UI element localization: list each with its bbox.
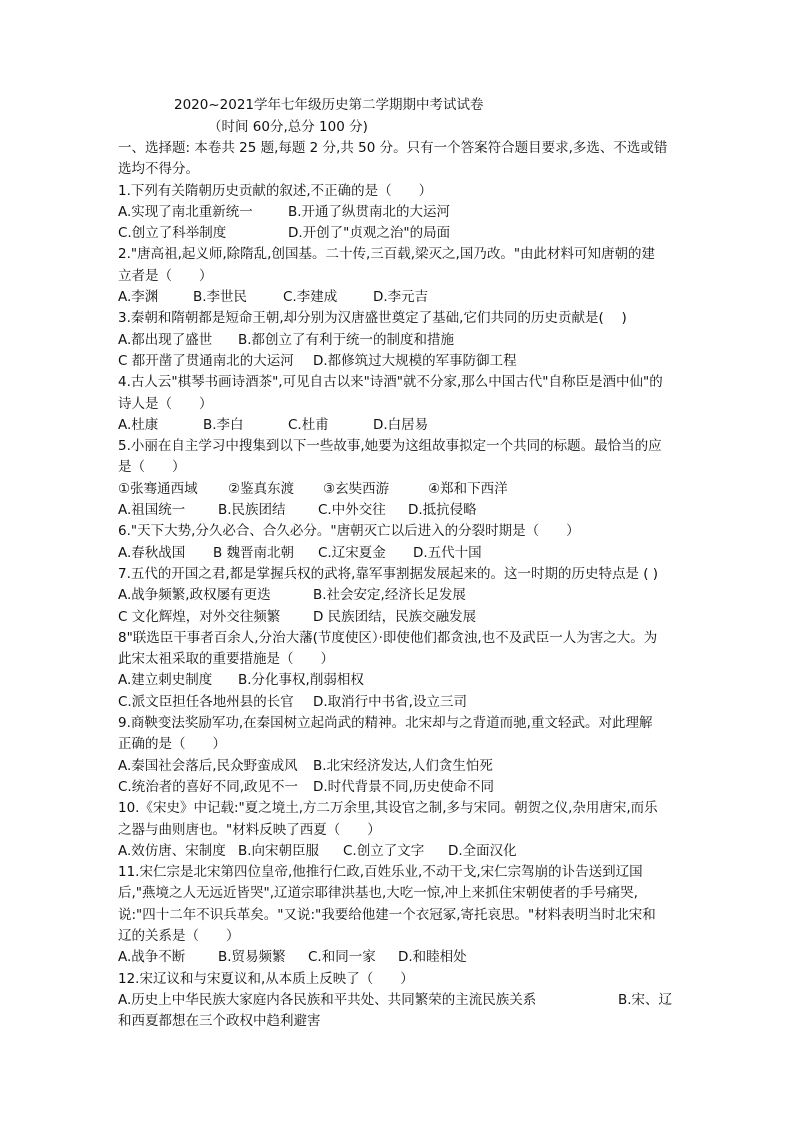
question-1-stem: 1.下列有关隋朝历史贡献的叙述,不正确的是（ ） bbox=[118, 182, 433, 199]
option-b: B.李世民 bbox=[193, 289, 248, 306]
option-c: C.派文臣担任各地州县的长官 bbox=[118, 693, 294, 710]
option-d: D.都修筑过大规模的军事防御工程 bbox=[313, 352, 517, 369]
option-a: A.历史上中华民族大家庭内各民族和平共处、共同繁荣的主流民族关系 bbox=[118, 991, 537, 1008]
option-a: A.都出现了盛世 bbox=[118, 331, 213, 348]
question-12-options-row1 bbox=[118, 990, 678, 1011]
exam-page bbox=[118, 94, 678, 1032]
option-b: B.北宋经济发达,人们贪生怕死 bbox=[313, 757, 493, 774]
question-6-options bbox=[118, 543, 678, 564]
option-b: B.宋、辽 bbox=[618, 991, 673, 1008]
option-a: A.李渊 bbox=[118, 289, 159, 306]
story-item-2: ②鉴真东渡 bbox=[228, 480, 295, 497]
question-9-stem-cont: 正确的是（ ） bbox=[118, 736, 226, 753]
option-a: A.实现了南北重新统一 bbox=[118, 203, 253, 220]
option-a: A.战争不断 bbox=[118, 949, 186, 966]
option-b: B.开通了纵贯南北的大运河 bbox=[288, 203, 451, 220]
question-7-options-row2 bbox=[118, 607, 678, 628]
question-3-options-row2 bbox=[118, 351, 678, 372]
option-c: C 文化辉煌，对外交往频繁 bbox=[118, 608, 281, 625]
option-b: B.向宋朝臣服 bbox=[238, 842, 320, 859]
question-7-options-row1 bbox=[118, 585, 678, 606]
option-b: B.社会安定,经济长足发展 bbox=[313, 587, 466, 604]
question-2-stem: 2."唐高祖,起义师,除隋乱,创国基。二十传,三百载,梁灭之,国乃改。"由此材料可知唐朝的建 bbox=[118, 246, 656, 263]
story-item-3: ③玄奘西游 bbox=[323, 480, 390, 497]
option-d: D.和睦相处 bbox=[398, 949, 467, 966]
option-d: D.全面汉化 bbox=[448, 842, 517, 859]
question-10-options bbox=[118, 841, 678, 862]
question-5-stem: 5.小丽在自主学习中搜集到以下一些故事,她要为这组故事拟定一个共同的标题。最恰当的应 bbox=[118, 438, 662, 455]
option-a: A.杜康 bbox=[118, 416, 159, 433]
option-d: D.五代十国 bbox=[413, 544, 482, 561]
question-6-stem: 6."天下大势,分久必合、合久必分。"唐朝灭亡以后进入的分裂时期是（ ） bbox=[118, 523, 580, 540]
question-2-options bbox=[118, 287, 678, 308]
option-a: A.战争频繁,政权屡有更迭 bbox=[118, 587, 271, 604]
question-10-stem: 10.《宋史》中记载:"夏之境土,方二万余里,其设官之制,多与宋同。朝贺之仪,杂用唐宋,而乐 bbox=[118, 800, 658, 817]
option-d: D.取消行中书省,设立三司 bbox=[313, 693, 467, 710]
option-b: B.民族团结 bbox=[218, 502, 286, 519]
question-10-stem-cont: 之器与曲则唐也。"材料反映了西夏（ ） bbox=[118, 821, 381, 838]
option-a: A.祖国统一 bbox=[118, 502, 186, 519]
question-2-stem-cont: 立者是（ ） bbox=[118, 267, 213, 284]
option-d: D.李元吉 bbox=[373, 289, 429, 306]
option-a: A.春秋战国 bbox=[118, 544, 186, 561]
option-d: D.抵抗侵略 bbox=[408, 502, 477, 519]
question-12-stem: 12.宋辽议和与宋夏议和,从本质上反映了（ ） bbox=[118, 970, 414, 987]
question-8-stem: 8"联选臣干事者百余人,分治大藩(节度使区）·即使他们都贪浊,也不及武臣一人为害之大。为 bbox=[118, 629, 658, 646]
option-a: A.建立刺史制度 bbox=[118, 672, 213, 689]
question-4-stem: 4.古人云"棋琴书画诗酒茶",可见自古以来"诗酒"就不分家,那么中国古代"自称臣是酒中仙"的 bbox=[118, 374, 663, 391]
story-item-1: ①张骞通西域 bbox=[118, 480, 198, 497]
question-11-options bbox=[118, 947, 678, 968]
option-a: A.秦国社会落后,民众野蛮成风 bbox=[118, 757, 298, 774]
question-8-stem-cont: 此宋太祖采取的重要措施是（ ） bbox=[118, 651, 334, 668]
exam-title: 2020~2021学年七年级历史第二学期期中考试试卷 bbox=[174, 97, 484, 113]
question-1-options-row1 bbox=[118, 202, 678, 223]
question-9-options-row2 bbox=[118, 777, 678, 798]
question-8-options-row2 bbox=[118, 692, 678, 713]
question-8-options-row1 bbox=[118, 670, 678, 691]
question-11-stem-cont-3: 辽的关系是（ ） bbox=[118, 927, 240, 944]
option-d: D.开创了"贞观之治"的局面 bbox=[288, 225, 451, 242]
question-9-stem: 9.商鞅变法奖励军功,在秦国树立起尚武的精神。北宋却与之背道而驰,重文轻武。对此理解 bbox=[118, 715, 653, 732]
option-c: C.统治者的喜好不同,政见不一 bbox=[118, 778, 299, 795]
exam-subtitle: （时间 60分,总分 100 分) bbox=[208, 119, 368, 135]
question-9-options-row1 bbox=[118, 756, 678, 777]
option-c: C.杜甫 bbox=[288, 416, 329, 433]
question-3-stem: 3.秦朝和隋朝都是短命王朝,却分别为汉唐盛世奠定了基础,它们共同的历史贡献是( ) bbox=[118, 310, 627, 327]
option-b: B.都创立了有利于统一的制度和措施 bbox=[238, 331, 455, 348]
option-b: B.李白 bbox=[203, 416, 244, 433]
question-1-options-row2 bbox=[118, 223, 678, 244]
option-d: D.白居易 bbox=[373, 416, 429, 433]
question-7-stem: 7.五代的开国之君,都是掌握兵权的武将,靠军事割据发展起来的。这一时期的历史特点是 ( ) bbox=[118, 565, 659, 582]
option-c: C.创立了文字 bbox=[343, 842, 425, 859]
option-c: C.李建成 bbox=[283, 289, 338, 306]
option-b-cont: 和西夏都想在三个政权中趋利避害 bbox=[118, 1013, 321, 1030]
question-4-options bbox=[118, 415, 678, 436]
option-c: C.创立了科举制度 bbox=[118, 225, 227, 242]
option-d: D 民族团结，民族交融发展 bbox=[313, 608, 477, 625]
question-5-options bbox=[118, 500, 678, 521]
option-b: B.分化事权,削弱相权 bbox=[238, 672, 364, 689]
option-c: C.中外交往 bbox=[318, 502, 386, 519]
story-item-4: ④郑和下西洋 bbox=[428, 480, 508, 497]
question-3-options-row1 bbox=[118, 330, 678, 351]
option-c: C.和同一家 bbox=[308, 949, 376, 966]
section-intro-cont: 选均不得分。 bbox=[118, 161, 199, 178]
option-b: B 魏晋南北朝 bbox=[213, 544, 295, 561]
option-a: A.效仿唐、宋制度 bbox=[118, 842, 226, 859]
question-5-stem-cont: 是（ ） bbox=[118, 459, 186, 476]
question-11-stem-cont-1: 后,"燕境之人无远近皆哭",辽道宗耶律洪基也,大吃一惊,冲上来抓住宋朝使者的手号痛哭, bbox=[118, 885, 638, 902]
question-5-items bbox=[118, 479, 678, 500]
option-b: B.贸易频繁 bbox=[218, 949, 286, 966]
option-d: D.时代背景不同,历史使命不同 bbox=[313, 778, 494, 795]
option-c: C.辽宋夏金 bbox=[318, 544, 386, 561]
question-11-stem: 11.宋仁宗是北宋第四位皇帝,他推行仁政,百姓乐业,不动干戈,宋仁宗驾崩的讣告送到辽国 bbox=[118, 864, 643, 881]
question-4-stem-cont: 诗人是（ ） bbox=[118, 395, 213, 412]
section-intro: 一、选择题: 本卷共 25 题,每题 2 分,共 50 分。只有一个答案符合题目要求,多选、不选或错 bbox=[118, 140, 668, 156]
option-c: C 都开凿了贯通南北的大运河 bbox=[118, 352, 294, 369]
question-11-stem-cont-2: 说:"四十二年不识兵革矣。"又说:"我要给他建一个衣冠冢,寄托哀思。"材料表明当时北宋和 bbox=[118, 906, 656, 923]
